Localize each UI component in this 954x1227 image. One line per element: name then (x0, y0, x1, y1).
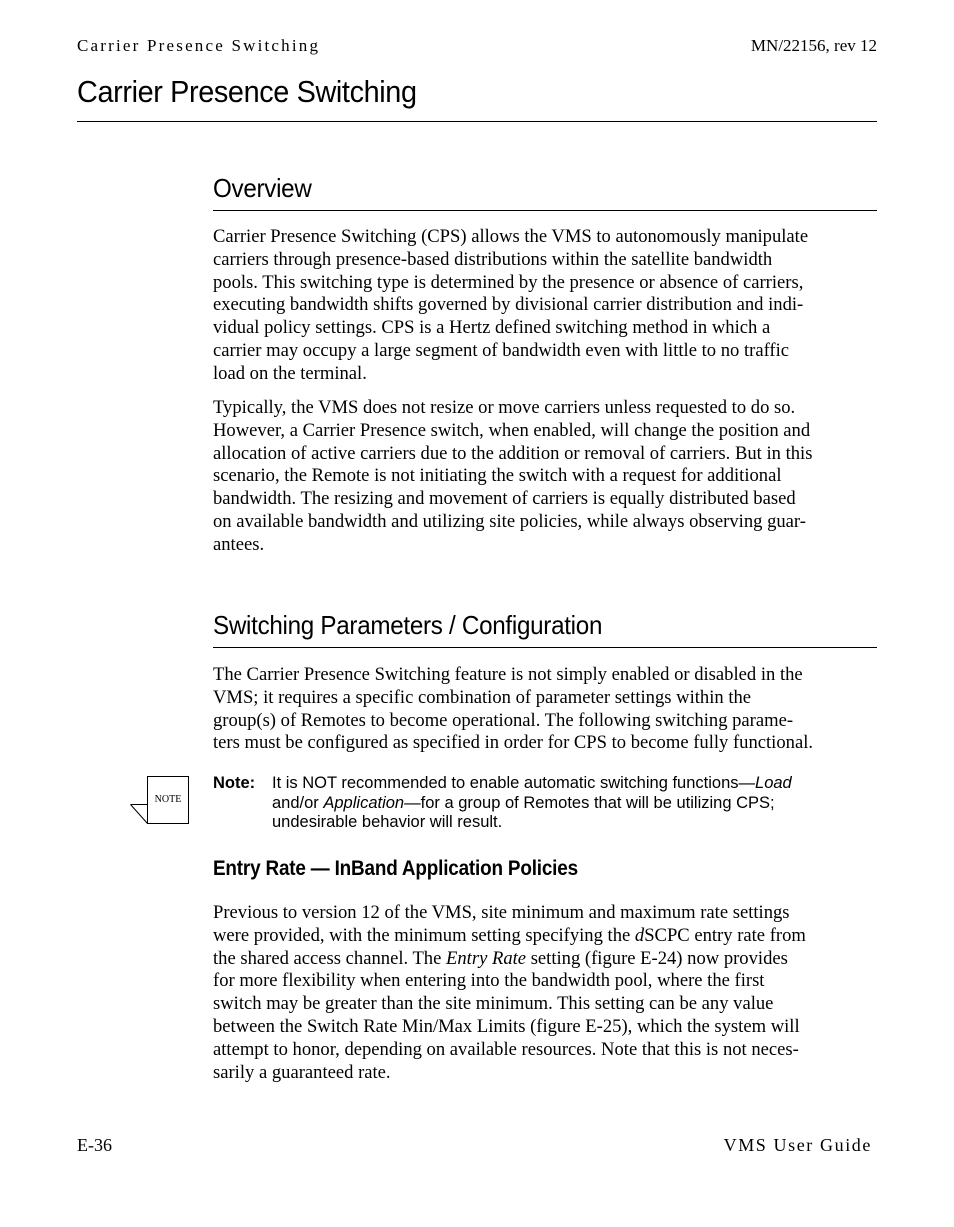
note-icon-label: NOTE (154, 794, 182, 805)
chapter-title: Carrier Presence Switching (77, 74, 417, 109)
chapter-title-rule (77, 121, 877, 122)
running-header-docnum: MN/22156, rev 12 (750, 36, 877, 55)
note-icon (130, 776, 190, 824)
overview-paragraph-2: Typically, the VMS does not resize or move carriers unless requested to do so. However, a Carrier Presence switch, when enabled, will change the position and allocation of active carriers due to the addition or removal of carriers. But in this scenario, the Remote is not initiating the switch with a request for additional bandwidth. The resizing and movement of carriers is equally distributed based on available bandwidth and utilizing site policies, while always observing guar- antees. (213, 397, 813, 555)
switching-parameters-heading: Switching Parameters / Configuration (213, 610, 603, 640)
entry-rate-paragraph: Previous to version 12 of the VMS, site minimum and maximum rate settings were provided, with the minimum setting specifying the dSCPC entry rate from the shared access channel. The Entry Rate setting (figure E-24) now provides for more flexibility when entering into the bandwidth pool, where the first switch may be greater than the site minimum. This setting can be any value between the Switch Rate Min/Max Limits (figure E-25), which the system will attempt to honor, depending on available resources. Note that this is not neces- sarily a guaranteed rate. (213, 902, 806, 1083)
note-label: Note: (213, 774, 256, 792)
page-number: E-36 (77, 1135, 112, 1155)
overview-paragraph-1: Carrier Presence Switching (CPS) allows the VMS to autonomously manipulate carriers through presence-based distributions within the satellite bandwidth pools. This switching type is determined by the presence or absence of carriers, executing bandwidth shifts governed by divisional carrier distribution and indi- vidual policy settings. CPS is a Hertz defined switching method in which a carrier may occupy a large segment of bandwidth even with little to no traffic load on the terminal. (213, 226, 809, 384)
running-header-title: Carrier Presence Switching (77, 36, 321, 55)
entry-rate-heading: Entry Rate — InBand Application Policies (213, 857, 578, 880)
switching-paragraph: The Carrier Presence Switching feature is not simply enabled or disabled in the VMS; it requires a specific combination of parameter settings within the group(s) of Remotes to become operational. The following switching parame- ters must be configured as specified in order for CPS to become fully functional. (213, 664, 814, 754)
footer-guide-title: VMS User Guide (723, 1135, 872, 1155)
note-text: It is NOT recommended to enable automatic switching functions—Load and/or Application—for a group of Remotes that will be utilizing CPS; undesirable behavior will result. (272, 774, 792, 831)
switching-parameters-rule (213, 647, 877, 648)
overview-heading: Overview (213, 173, 312, 203)
overview-rule (213, 210, 877, 211)
